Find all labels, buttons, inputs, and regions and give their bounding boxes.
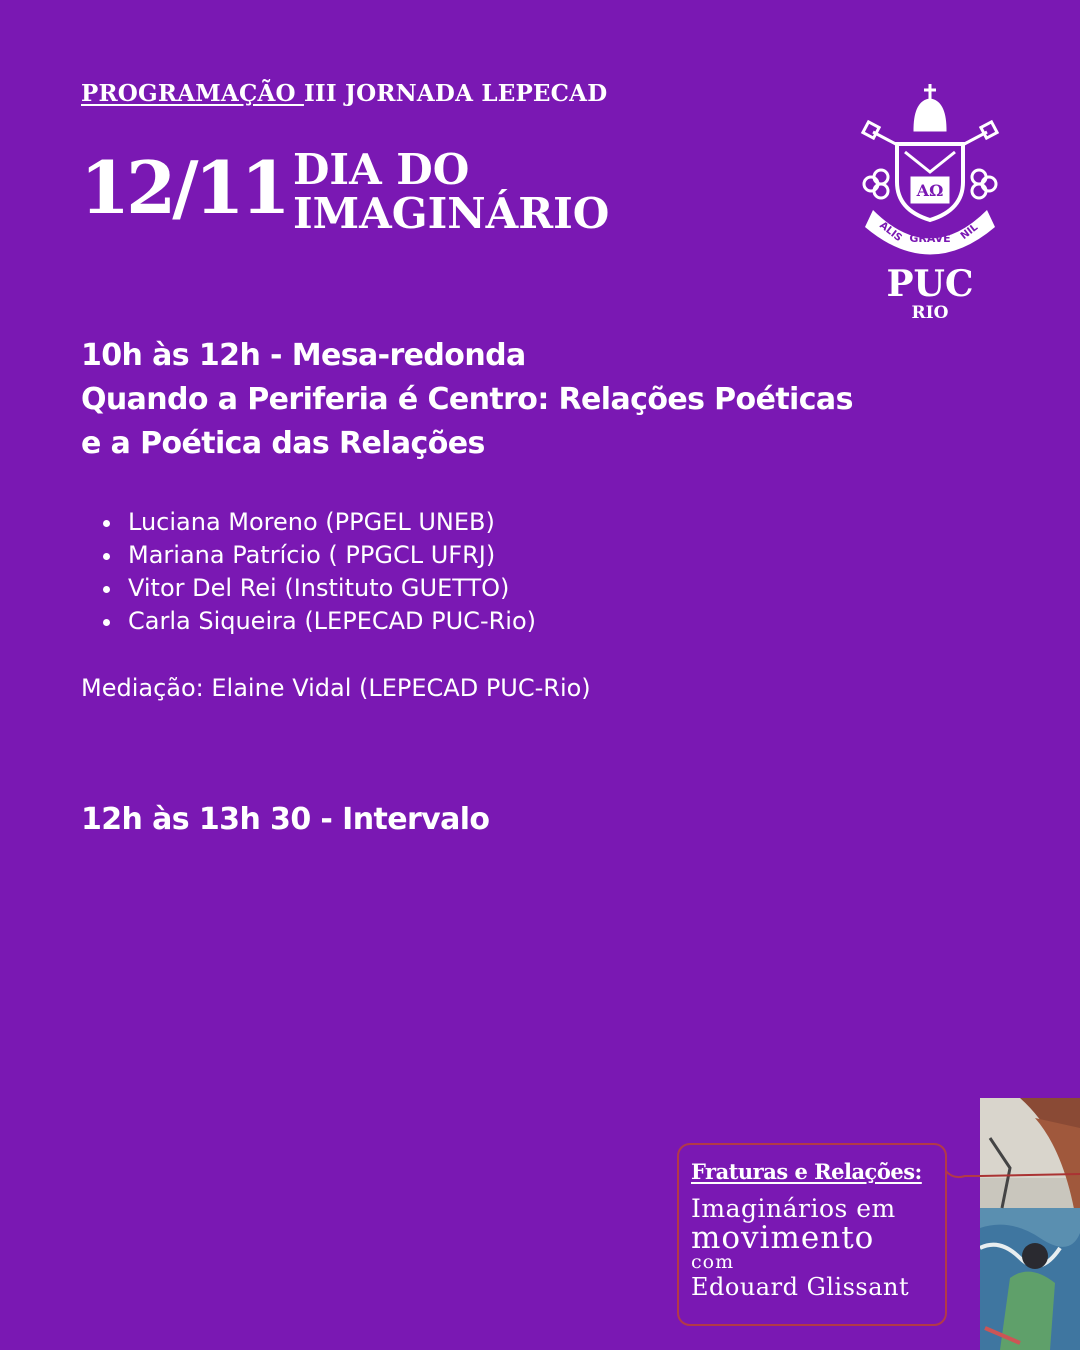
seal-greek-letters: AΩ [916,181,944,200]
list-item: Luciana Moreno (PPGEL UNEB) [100,506,536,539]
badge-title: Fraturas e Relações: [691,1159,922,1184]
session-subtitle-line1: Quando a Periferia é Centro: Relações Poéticas [81,382,853,417]
list-item: Vitor Del Rei (Instituto GUETTO) [100,572,536,605]
painting-image [980,1098,1080,1350]
motto-center: GRAVE [909,232,951,245]
puc-rio-logo [855,82,1005,322]
speaker-list [100,506,536,638]
event-date: 12/11 [80,145,287,230]
motto-right: NIL [958,222,981,243]
event-badge [677,1143,947,1326]
event-kicker [81,80,607,107]
badge-line5: Edouard Glissant [691,1273,910,1301]
mediation-text: Mediação: Elaine Vidal (LEPECAD PUC-Rio) [81,674,591,702]
session-time-title: 10h às 12h - Mesa-redonda [81,338,526,373]
logo-name: PUC [886,263,974,305]
badge-line4: com [691,1251,735,1273]
day-title-line2: IMAGINÁRIO [293,189,610,238]
session-subtitle-line2: e a Poética das Relações [81,426,485,461]
session-roundtable [81,334,981,466]
day-title [293,145,610,238]
logo-city: RIO [911,303,949,322]
badge-connector-line [945,1168,981,1182]
list-item: Mariana Patrício ( PPGCL UFRJ) [100,539,536,572]
session-break: 12h às 13h 30 - Intervalo [81,802,490,837]
list-item: Carla Siqueira (LEPECAD PUC-Rio) [100,605,536,638]
badge-line3: movimento [691,1220,875,1256]
kicker-jornada: III JORNADA LEPECAD [303,80,608,107]
badge-line2: Imaginários em [691,1194,896,1223]
day-title-line1: DIA DO [293,145,470,194]
motto-left: ALIS [877,219,904,245]
kicker-programacao: PROGRAMAÇÃO [81,80,304,107]
